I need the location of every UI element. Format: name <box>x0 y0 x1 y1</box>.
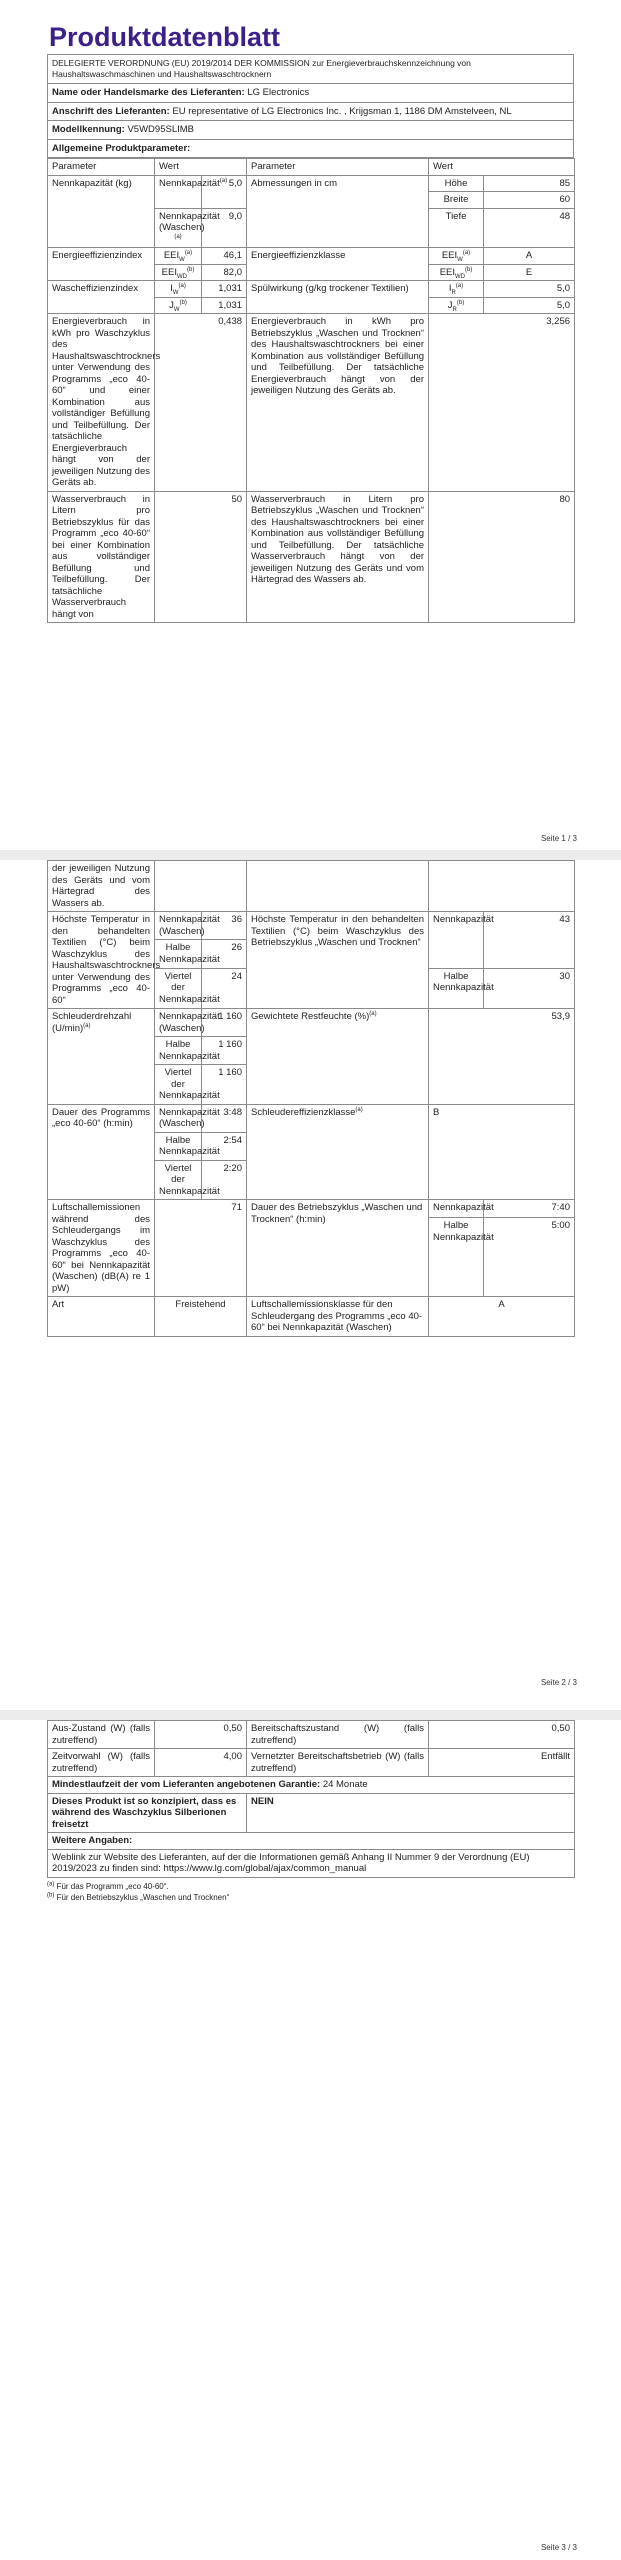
footnote-b: $^{(b)}$ Für den Betriebszyklus „Waschen und Trocknen“ <box>47 1891 230 1902</box>
duration-sub1: Nennkapazität (Waschen) <box>155 1104 202 1132</box>
table-row <box>48 1721 575 1749</box>
noise-value: 71 <box>155 1200 247 1297</box>
max-temp-wd-sub2: Halbe Nennkapazität <box>429 968 484 1008</box>
wd-duration-sub2: Halbe Nennkapazität <box>429 1218 484 1297</box>
table-row <box>48 314 575 492</box>
depth-label: Tiefe <box>429 208 484 248</box>
weblink-text: Weblink zur Website des Lieferanten, auf der die Informationen gemäß Anhang II Nummer 9 der Verordnung (EU) 2019/2023 zu finden sind: https://www.lg.com/global/ajax/common_manual <box>48 1849 575 1877</box>
width-label: Breite <box>429 192 484 209</box>
table-row <box>48 1104 575 1132</box>
height-value: 85 <box>484 175 575 192</box>
spin-val1: 1 160 <box>202 1009 247 1037</box>
header-value-right: Wert <box>429 159 575 176</box>
table-row <box>48 1777 575 1794</box>
supplier-name-value: LG Electronics <box>247 87 310 98</box>
spin-sub1: Nennkapazität (Waschen) <box>155 1009 202 1037</box>
class-w-value: A <box>484 248 575 265</box>
noise-class-value: A <box>429 1297 575 1337</box>
max-temp-sub3: Viertel der Nennkapazität <box>155 968 202 1008</box>
table-row <box>48 1793 575 1833</box>
off-mode-value: 0,50 <box>155 1721 247 1749</box>
spin-val3: 1 160 <box>202 1065 247 1105</box>
silver-ions-value: NEIN <box>247 1793 575 1833</box>
wash-index-label: Wascheffizienzindex <box>48 281 155 314</box>
class-w-label: $EEI_W^{(a)}$ <box>429 248 484 265</box>
energy-consumption-value: 0,438 <box>155 314 247 492</box>
table-row <box>48 1009 575 1037</box>
table-row <box>48 912 575 940</box>
rinse-label: Spülwirkung (g/kg trockener Textilien) <box>247 281 429 314</box>
further-info-heading: Weitere Angaben: <box>48 1833 575 1850</box>
wd-duration-val2: 5:00 <box>484 1218 575 1297</box>
table-header-row <box>48 159 575 176</box>
table-row <box>48 248 575 265</box>
page-2-content <box>47 860 574 1337</box>
capacity-val1: 5,0 <box>202 175 247 208</box>
iw-label: $I_W^{(a)}$ <box>155 281 202 298</box>
height-label: Höhe <box>429 175 484 192</box>
max-temp-wd-val1: 43 <box>484 912 575 969</box>
off-mode-label: Aus-Zustand (W) (falls zutreffend) <box>48 1721 155 1749</box>
energy-consumption-label: Energieverbrauch in kWh pro Waschzyklus des Haushaltswaschtrockners unter Verwendung des Programms „eco 40-60“ und einer Kombination aus vollständiger Befüllung und Teilbefüllung. Der tatsächliche Energieverbrauch hängt von der jeweiligen Nutzung des Geräts ab. <box>48 314 155 492</box>
supplier-address-label: Anschrift des Lieferanten: <box>52 105 170 117</box>
capacity-val2: 9,0 <box>202 208 247 248</box>
spin-speed-label: Schleuderdrehzahl $(U/\min)^{(a)}$ <box>48 1009 155 1105</box>
warranty-label: Mindestlaufzeit der vom Lieferanten angebotenen Garantie: <box>52 1779 321 1790</box>
header-value: Wert <box>155 159 247 176</box>
duration-sub3: Viertel der Nennkapazität <box>155 1160 202 1200</box>
spin-val2: 1 160 <box>202 1037 247 1065</box>
spin-sub3: Viertel der Nennkapazität <box>155 1065 202 1105</box>
empty-cell <box>155 861 247 912</box>
residual-moisture-label: Gewichtete Restfeuchte (%)$^{(a)}$ <box>247 1009 429 1105</box>
duration-val2: 2:54 <box>202 1132 247 1160</box>
noise-class-label: Luftschallemissionsklasse für den Schleudergang des Programms „eco 40-60“ bei Nennkapazität (Waschen) <box>247 1297 429 1337</box>
table-row <box>48 175 575 192</box>
spin-class-value: B <box>429 1104 575 1200</box>
max-temp-val3: 24 <box>202 968 247 1008</box>
supplier-name-row <box>47 84 574 103</box>
networked-standby-label: Vernetzter Bereitschaftsbetrieb (W) (falls zutreffend) <box>247 1749 429 1777</box>
document-title: Produktdatenblatt <box>49 22 281 52</box>
model-value: V5WD95SLIMB <box>127 124 194 135</box>
capacity-label: Nennkapazität (kg) <box>48 175 155 248</box>
table-row <box>48 1749 575 1777</box>
table-row <box>48 1200 575 1218</box>
header-param: Parameter <box>48 159 155 176</box>
water-consumption-wd-value: 80 <box>429 491 575 623</box>
max-temp-sub1: Nennkapazität (Waschen) <box>155 912 202 940</box>
capacity-sub1: Nennkapazität$^{(a)}$ <box>155 175 202 208</box>
empty-cell <box>247 861 429 912</box>
water-consumption-wd-label: Wasserverbrauch in Litern pro Betriebszyklus „Waschen und Trocknen“ des Haushaltswaschtrockners bei einer Kombination aus vollständiger Befüllung und Teilbefüllung. Der tatsächliche Wasserverbrauch hängt von der jeweiligen Nutzung des Geräts und vom Härtegrad des Wassers ab. <box>247 491 429 623</box>
page-number-3: Seite 3 / 3 <box>540 2543 577 2552</box>
page-2 <box>0 860 621 1710</box>
page-number-1: Seite 1 / 3 <box>540 834 577 843</box>
page-3 <box>0 1720 621 2560</box>
footnote-a: $^{(a)}$ Für das Programm „eco 40-60“. <box>47 1880 169 1891</box>
model-label: Modellkennung: <box>52 124 125 135</box>
table-row <box>48 1833 575 1850</box>
ir-label: $I_R^{(a)}$ <box>429 281 484 298</box>
max-temp-sub2: Halbe Nennkapazität <box>155 940 202 968</box>
regulation-text: DELEGIERTE VERORDNUNG (EU) 2019/2014 DER KOMMISSION zur Energieverbrauchskennzeichnung von Haushaltswaschmaschinen und Haushaltswaschtrocknern <box>47 54 574 84</box>
duration-sub2: Halbe Nennkapazität <box>155 1132 202 1160</box>
wd-duration-sub1: Nennkapazität <box>429 1200 484 1218</box>
header-param-right: Parameter <box>247 159 429 176</box>
delay-start-value: 4,00 <box>155 1749 247 1777</box>
wd-duration-label: Dauer des Betriebszyklus „Waschen und Trocknen“ (h:min) <box>247 1200 429 1297</box>
table-row <box>48 281 575 298</box>
water-consumption-label: Wasserverbrauch in Litern pro Betriebszyklus für das Programm „eco 40-60“ bei einer Kombination aus vollständiger Befüllung und Teilbefüllung. Der tatsächliche Wasserverbrauch hängt von <box>48 491 155 623</box>
width-value: 60 <box>484 192 575 209</box>
type-value: Freistehend <box>155 1297 247 1337</box>
spin-class-label: Schleudereffizienzklasse$^{(a)}$ <box>247 1104 429 1200</box>
max-temp-wd-label: Höchste Temperatur in den behandelten Textilien (°C) beim Waschzyklus des Betriebszyklus „Waschen und Trocknen“ <box>247 912 429 1009</box>
max-temp-wd-sub1: Nennkapazität <box>429 912 484 969</box>
capacity-sub2: Nennkapazität (Waschen)$^{(a)}$ <box>155 208 202 248</box>
silver-ions-label: Dieses Produkt ist so konzipiert, dass es während des Waschzyklus Silberionen freisetzt <box>48 1793 247 1833</box>
dimensions-label: Abmessungen in cm <box>247 175 429 248</box>
energy-consumption-wd-value: 3,256 <box>429 314 575 492</box>
energy-class-label: Energieeffizienzklasse <box>247 248 429 281</box>
depth-value: 48 <box>484 208 575 248</box>
networked-standby-value: Entfällt <box>429 1749 575 1777</box>
energy-consumption-wd-label: Energieverbrauch in kWh pro Betriebszyklus „Waschen und Trocknen“ des Haushaltswaschtrockners bei einer Kombination aus vollständiger Befüllung und Teilbefüllung. Der tatsächliche Energieverbrauch hängt von der jeweiligen Nutzung des Geräts ab. <box>247 314 429 492</box>
standby-value: 0,50 <box>429 1721 575 1749</box>
page-3-content <box>47 1720 574 1903</box>
ir-value: 5,0 <box>484 281 575 298</box>
duration-val1: 3:48 <box>202 1104 247 1132</box>
class-wd-label: $EEI_{WD}^{(b)}$ <box>429 264 484 281</box>
energy-index-label: Energieeffizienzindex <box>48 248 155 281</box>
jw-value: 1,031 <box>202 297 247 314</box>
page-1 <box>0 0 621 850</box>
residual-moisture-value: 53,9 <box>429 1009 575 1105</box>
max-temp-val2: 26 <box>202 940 247 968</box>
table-row <box>48 1297 575 1337</box>
jr-value: 5,0 <box>484 297 575 314</box>
params-table-p3 <box>47 1720 575 1878</box>
spin-sub2: Halbe Nennkapazität <box>155 1037 202 1065</box>
params-table-p1 <box>47 158 575 623</box>
max-temp-wd-val2: 30 <box>484 968 575 1008</box>
eei-wd-value: 82,0 <box>202 264 247 281</box>
jw-label: $J_W^{(b)}$ <box>155 297 202 314</box>
max-temp-label: Höchste Temperatur in den behandelten Textilien (°C) beim Waschzyklus des Haushaltswaschtrockners unter Verwendung des Programms „eco 40-60“ <box>48 912 155 1009</box>
warranty-value: 24 Monate <box>322 1779 368 1790</box>
wd-duration-val1: 7:40 <box>484 1200 575 1218</box>
table-row <box>48 861 575 912</box>
table-row <box>48 1849 575 1877</box>
noise-label: Luftschallemissionen während des Schleudergangs im Waschzyklus des Programms „eco 40-60“ bei Nennkapazität (Waschen) (dB(A) re 1 pW) <box>48 1200 155 1297</box>
jr-label: $J_R^{(b)}$ <box>429 297 484 314</box>
supplier-address-value: EU representative of LG Electronics Inc. , Krijgsman 1, 1186 DM Amstelveen, NL <box>172 105 512 117</box>
water-consumption-value: 50 <box>155 491 247 623</box>
page-number-2: Seite 2 / 3 <box>540 1678 577 1687</box>
iw-value: 1,031 <box>202 281 247 298</box>
eei-w-label: $EEI_W^{(a)}$ <box>155 248 202 265</box>
class-wd-value: E <box>484 264 575 281</box>
eei-wd-label: $EEI_{WD}^{(b)}$ <box>155 264 202 281</box>
duration-val3: 2:20 <box>202 1160 247 1200</box>
params-table-p2 <box>47 860 575 1337</box>
type-label: Art <box>48 1297 155 1337</box>
max-temp-val1: 36 <box>202 912 247 940</box>
standby-label: Bereitschaftszustand (W) (falls zutreffend) <box>247 1721 429 1749</box>
general-params-heading: Allgemeine Produktparameter: <box>47 140 574 159</box>
warranty-row <box>48 1777 575 1794</box>
table-row <box>48 491 575 623</box>
delay-start-label: Zeitvorwahl (W) (falls zutreffend) <box>48 1749 155 1777</box>
water-consumption-label-cont: der jeweiligen Nutzung des Geräts und vom Härtegrad des Wassers ab. <box>48 861 155 912</box>
eei-w-value: 46,1 <box>202 248 247 265</box>
duration-label: Dauer des Programms „eco 40-60“ (h:min) <box>48 1104 155 1200</box>
model-row <box>47 121 574 140</box>
page-1-content <box>47 22 574 623</box>
supplier-name-label: Name oder Handelsmarke des Lieferanten: <box>52 87 245 98</box>
supplier-address-row <box>47 103 574 122</box>
empty-cell <box>429 861 575 912</box>
